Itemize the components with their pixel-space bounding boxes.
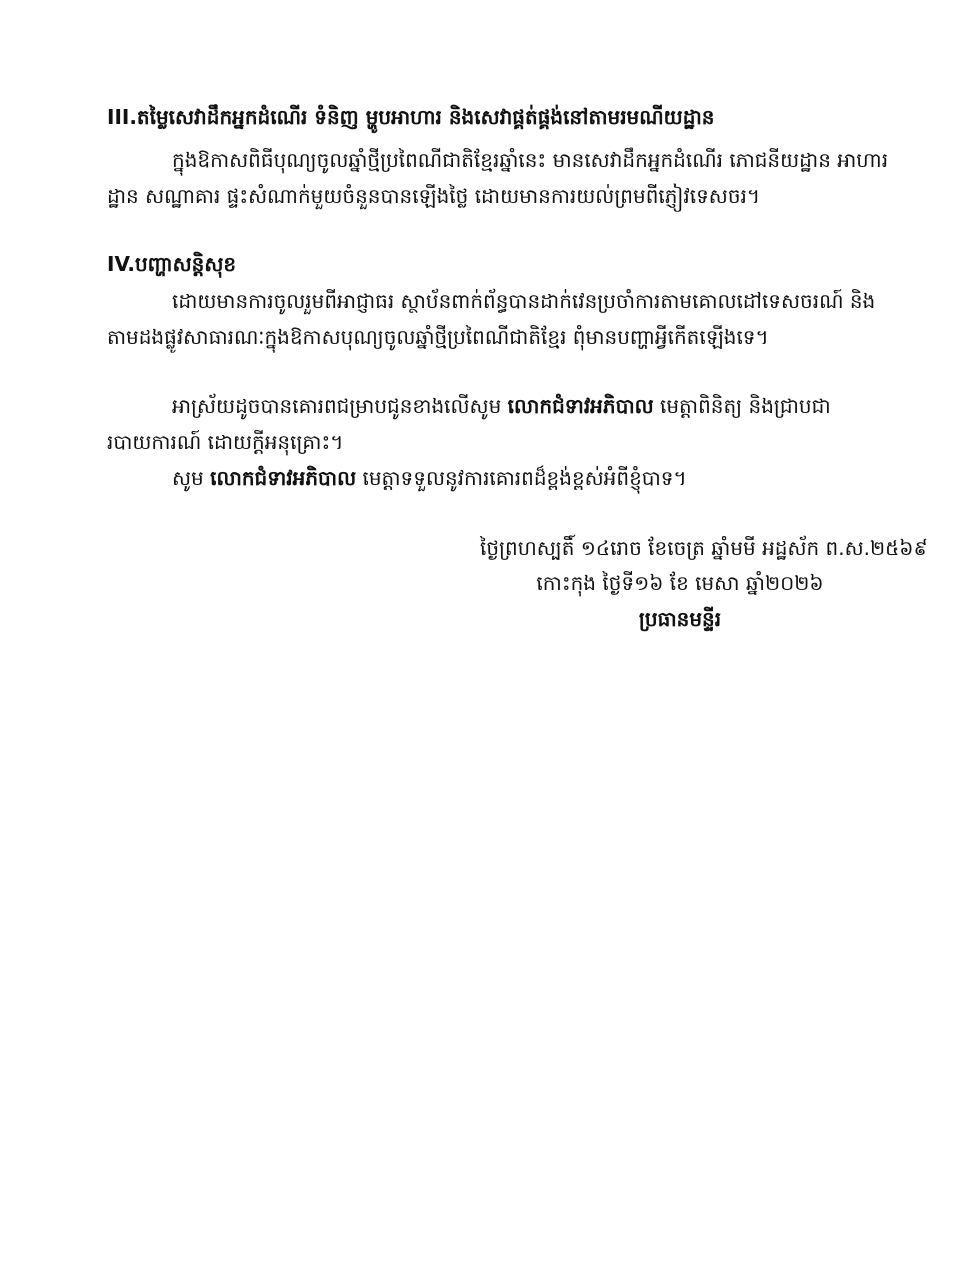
closing-line-1-prefix: អាស្រ័យដូចបានគោរពជម្រាបជូនខាងលើសូម xyxy=(172,394,508,418)
section-3-paragraph-line-1: ក្នុងឱកាសពិធីបុណ្យចូលឆ្នាំថ្មីប្រពៃណីជាតិខ្មែរឆ្នាំនេះ មានសេវាដឹកអ្នកដំណើរ ភោជនីយដ្ឋាន អាហារ xyxy=(172,148,889,172)
section-4-heading: IV.បញ្ហាសន្តិសុខ xyxy=(107,252,237,276)
closing-line-3 xyxy=(172,463,687,493)
section-3-heading: III.តម្លៃសេវាដឹកអ្នកដំណើរ ទំនិញ ម្ហូបអាហារ និងសេវាផ្គត់ផ្គង់នៅតាមរមណីយដ្ឋាន xyxy=(107,105,715,129)
section-4-paragraph-line-2: តាមដងផ្លូវសាធារណៈក្នុងឱកាសបុណ្យចូលឆ្នាំថ្មីប្រពៃណីជាតិខ្មែរ ពុំមានបញ្ហាអ្វីកើតឡើងទេ។ xyxy=(107,325,769,349)
addressee-title-2: លោកជំទាវអភិបាល xyxy=(210,466,357,490)
closing-line-3-prefix: សូម xyxy=(172,466,211,490)
place-and-date: កោះកុង ថ្ងៃទី១៦ ខែ មេសា ឆ្នាំ២០២៦ xyxy=(536,571,824,595)
closing-line-1 xyxy=(172,391,831,421)
addressee-title: លោកជំទាវអភិបាល xyxy=(507,394,654,418)
signatory-title: ប្រធានមន្ទីរ xyxy=(638,607,722,631)
lunar-date: ថ្ងៃព្រហស្បតិ៍ ១៤រោច ខែចេត្រ ឆ្នាំមមី អដ្ឋស័ក ព.ស.២៥៦៩ xyxy=(480,536,928,560)
closing-line-3-suffix: មេត្តាទទួលនូវការគោរពដ៏ខ្ពង់ខ្ពស់អំពីខ្ញុំបាទ។ xyxy=(356,466,687,490)
closing-line-2: របាយការណ៍ ដោយក្ដីអនុគ្រោះ។ xyxy=(107,430,344,454)
closing-line-1-suffix: មេត្តាពិនិត្យ និងជ្រាបជា xyxy=(653,394,831,418)
section-4-paragraph-line-1: ដោយមានការចូលរួមពីអាជ្ញាធរ ស្ថាប័នពាក់ព័ន្ធបានដាក់វេនប្រចាំការតាមគោលដៅទេសចរណ៍ និង xyxy=(172,289,876,313)
section-3-paragraph-line-2: ដ្ឋាន សណ្ឋាគារ ផ្ទះសំណាក់មួយចំនួនបានឡើងថ្លៃ ដោយមានការយល់ព្រមពីភ្ញៀវទេសចរ។ xyxy=(107,184,761,208)
